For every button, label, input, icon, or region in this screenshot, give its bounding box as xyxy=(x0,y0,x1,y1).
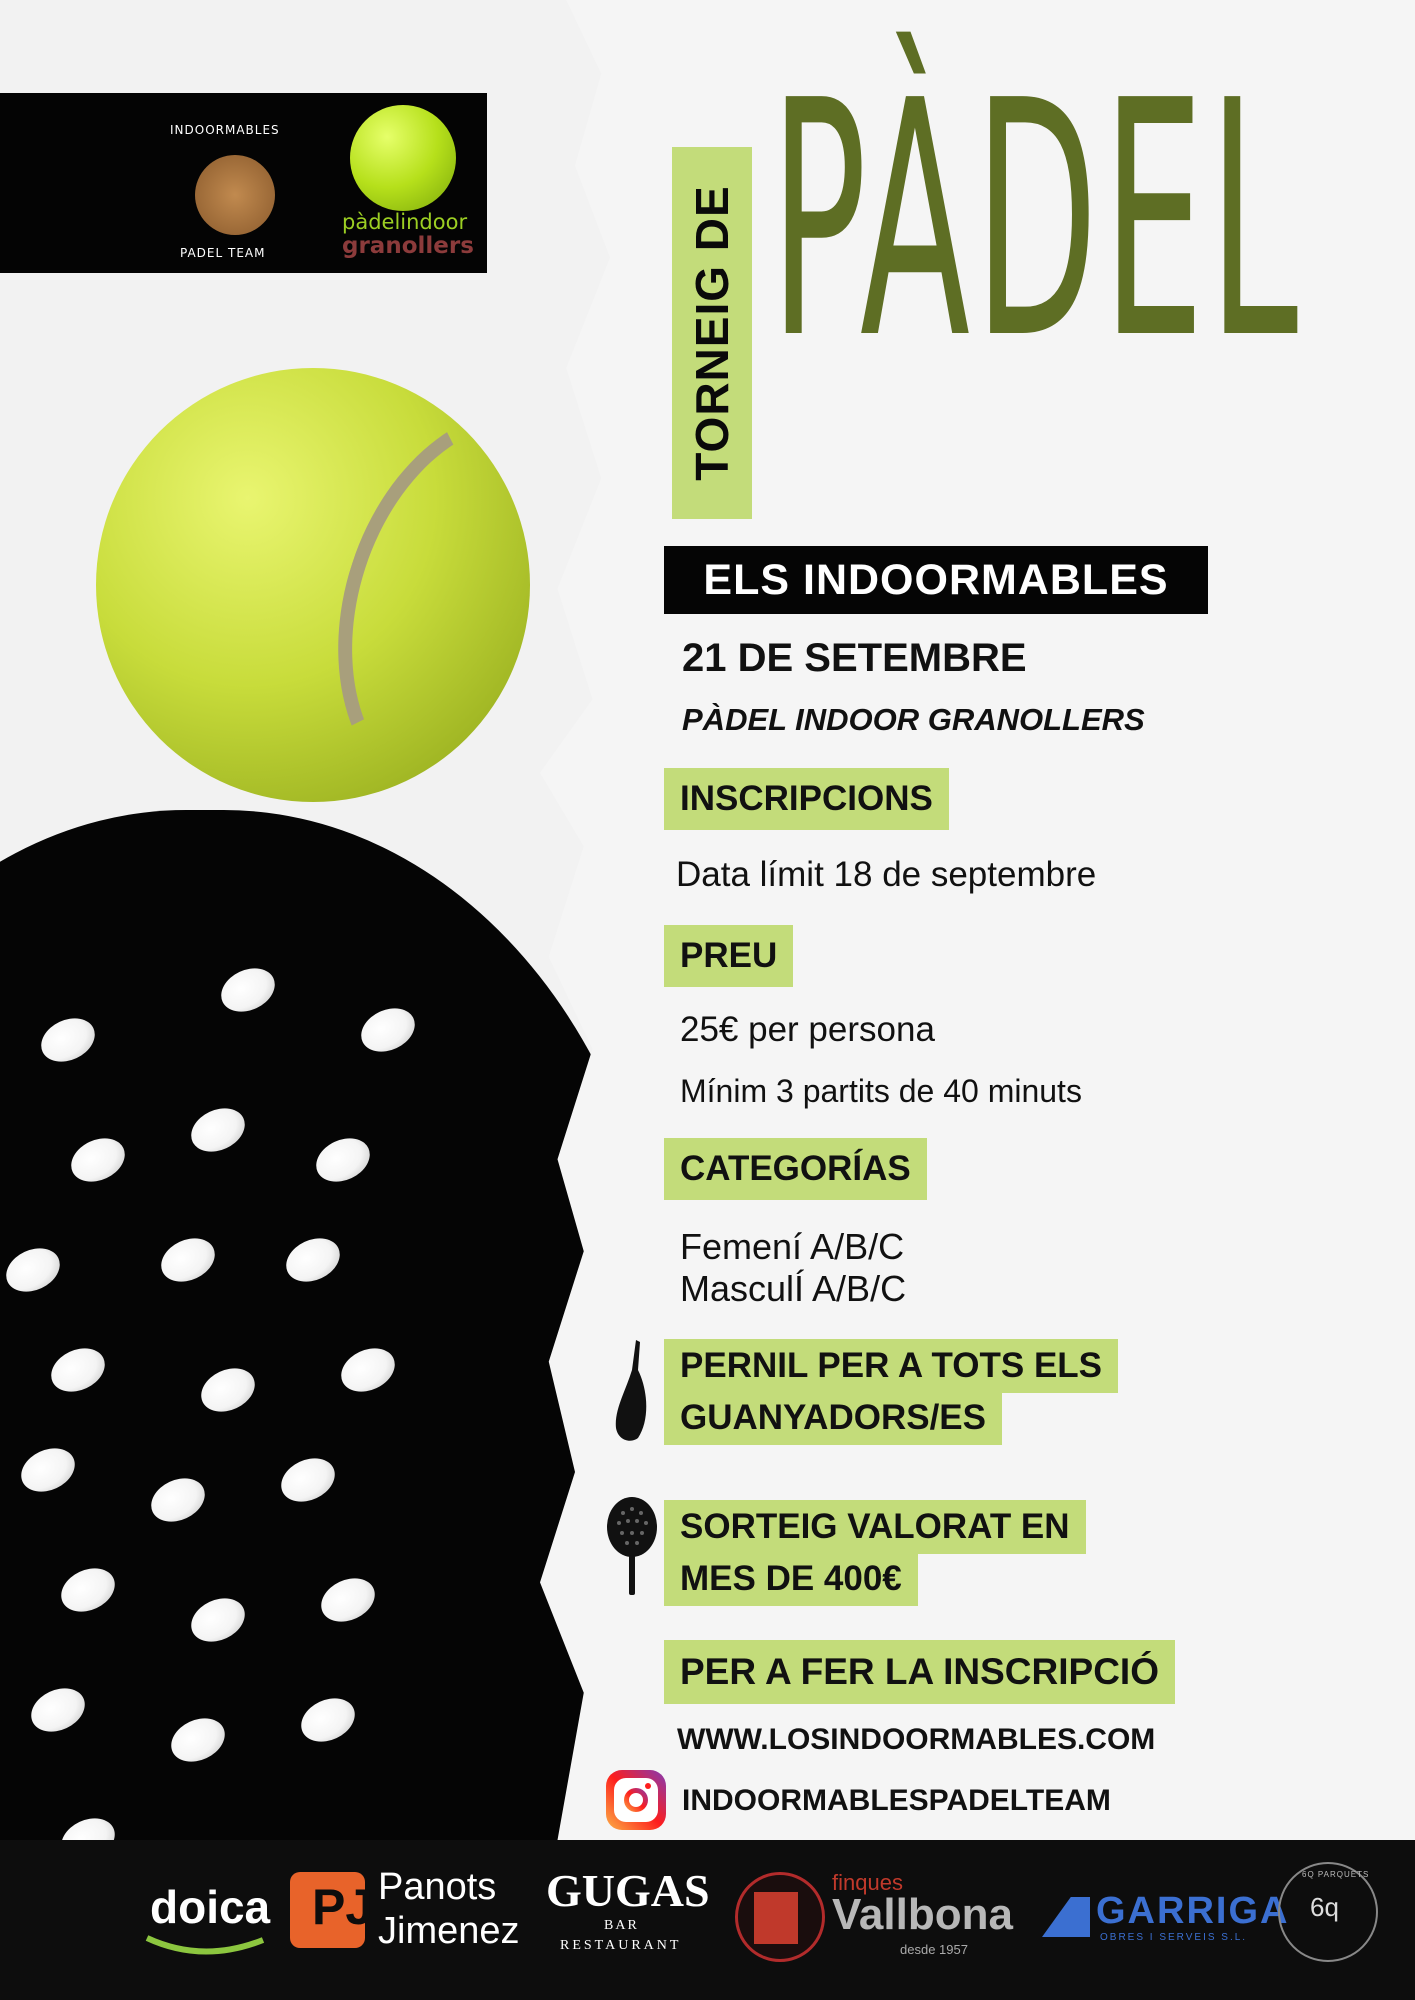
event-venue: PÀDEL INDOOR GRANOLLERS xyxy=(682,702,1145,737)
gugas-bar: BAR xyxy=(604,1918,639,1933)
category-masculi: MasculÍ A/B/C xyxy=(680,1268,907,1309)
registration-heading: PER A FER LA INSCRIPCIÓ xyxy=(664,1640,1175,1704)
padel-title: PÀDEL xyxy=(770,31,1303,410)
sponsor-panots-line2: Jimenez xyxy=(378,1910,520,1952)
padelindoor-logo-text: pàdelindoor xyxy=(342,210,468,234)
sponsor-6q: 6q xyxy=(1310,1892,1339,1922)
pernil-line1: PERNIL PER A TOTS ELS xyxy=(664,1339,1118,1393)
preu-heading: PREU xyxy=(664,925,793,987)
padelindoor-ball-icon xyxy=(350,105,456,211)
sponsor-panots-line1: Panots xyxy=(378,1866,497,1908)
sponsor-doica: doica xyxy=(150,1881,271,1933)
sorteig-line2: MES DE 400€ xyxy=(664,1552,918,1606)
categories-heading: CATEGORÍAS xyxy=(664,1138,927,1200)
padel-racket-icon xyxy=(605,1495,659,1599)
preu-matches: Mínim 3 partits de 40 minuts xyxy=(680,1073,1082,1109)
sponsor-garriga: GARRIGA xyxy=(1096,1890,1290,1932)
subtitle-bar: ELS INDOORMABLES xyxy=(664,546,1208,614)
preu-price: 25€ per persona xyxy=(680,1010,935,1049)
torneig-title: TORNEIG DE xyxy=(686,185,738,481)
indoormables-logo-bottom-text: PADEL TEAM xyxy=(180,246,266,260)
event-date: 21 DE SETEMBRE xyxy=(682,636,1027,680)
panots-monogram: PJ xyxy=(312,1879,374,1935)
sponsor-vallbona: Vallbona xyxy=(832,1890,1013,1939)
instagram-icon[interactable] xyxy=(606,1770,666,1830)
vallbona-building-icon xyxy=(754,1892,798,1944)
doica-swoosh-icon xyxy=(143,1934,268,1956)
inscripcions-heading: INSCRIPCIONS xyxy=(664,768,949,830)
indoormables-logo-top-text: INDOORMABLES xyxy=(170,123,280,137)
garriga-sub: OBRES I SERVEIS S.L. xyxy=(1100,1932,1248,1943)
sorteig-line1: SORTEIG VALORAT EN xyxy=(664,1500,1086,1554)
instagram-handle[interactable]: INDOORMABLESPADELTEAM xyxy=(682,1784,1111,1817)
granollers-logo-text: granollers xyxy=(342,233,474,259)
inscripcions-deadline: Data límit 18 de septembre xyxy=(676,855,1097,894)
gugas-restaurant: RESTAURANT xyxy=(560,1938,682,1953)
vallbona-since: desde 1957 xyxy=(900,1942,968,1957)
ball-icon xyxy=(195,155,275,235)
pernil-line2: GUANYADORS/ES xyxy=(664,1391,1002,1445)
6q-ring-text: 6Q PARQUETS xyxy=(1302,1870,1370,1879)
category-femeni: Femení A/B/C xyxy=(680,1226,905,1267)
sponsor-gugas: GUGAS xyxy=(546,1865,710,1916)
vallbona-finques: finques xyxy=(832,1870,903,1895)
ham-icon xyxy=(614,1340,650,1442)
website-link[interactable]: WWW.LOSINDOORMABLES.COM xyxy=(677,1723,1156,1756)
